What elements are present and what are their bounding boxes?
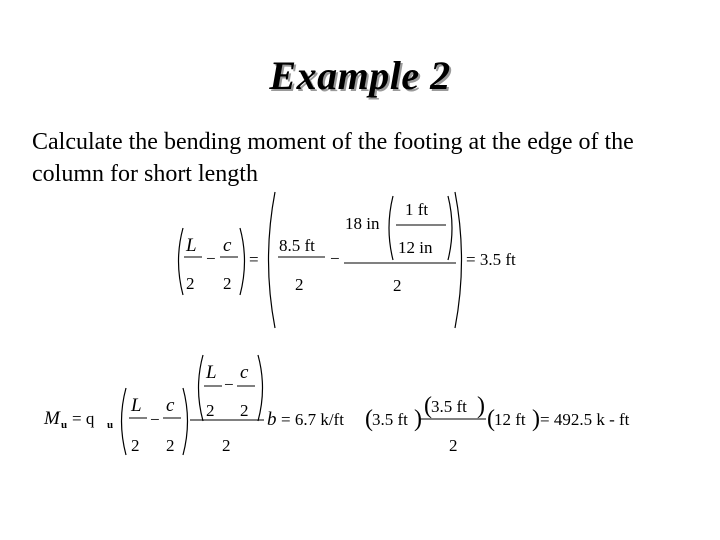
- eq2-35: 3.5 ft: [372, 410, 408, 429]
- eq2-paren4-close: ): [477, 393, 485, 419]
- eq1-c-den: 2: [223, 274, 232, 293]
- eq2-main-den: 2: [222, 436, 231, 455]
- eq2-L: L: [131, 395, 142, 416]
- eq2-35b: 3.5 ft: [431, 397, 467, 416]
- eq2-c2: c: [240, 362, 249, 383]
- eq1-den-18: 2: [393, 276, 402, 295]
- eq1-big-paren-close: [455, 192, 462, 328]
- eq2-paren3-open: (: [365, 406, 373, 432]
- eq2-M: M: [44, 408, 60, 429]
- eq1-1ft: 1 ft: [405, 200, 429, 219]
- eq1-inner-paren-open: [389, 196, 393, 260]
- eq1-12in: 12 in: [398, 238, 433, 257]
- eq1-L-den: 2: [186, 274, 195, 293]
- eq1-18in: 18 in: [345, 214, 380, 233]
- eq1-equals: =: [249, 250, 259, 269]
- eq2-minus-2: −: [224, 375, 234, 394]
- eq2-c2-den: 2: [240, 401, 249, 420]
- problem-statement: Calculate the bending moment of the footing at the edge of the column for short length: [32, 129, 634, 187]
- eq2-minus-1: −: [150, 410, 160, 429]
- eq1-num-8-5: 8.5 ft: [279, 236, 315, 255]
- equation-2: [43, 355, 630, 455]
- eq2-paren1-close: [183, 388, 188, 455]
- eq2-b: b: [267, 409, 277, 430]
- eq2-M-sub: u: [61, 419, 68, 431]
- eq1-left-paren-close: [240, 228, 245, 295]
- eq2-paren3-close: ): [414, 406, 422, 432]
- eq1-c: c: [223, 235, 232, 256]
- eq1-minus-1: −: [206, 249, 216, 268]
- eq2-35-den: 2: [449, 436, 458, 455]
- eq1-L: L: [186, 235, 197, 256]
- eq2-c: c: [166, 395, 175, 416]
- slide-title: Example 2: [269, 53, 451, 98]
- eq1-minus-2: −: [330, 249, 340, 268]
- eq2-eq-q: = q: [72, 409, 95, 428]
- eq1-den-8-5: 2: [295, 275, 304, 294]
- eq2-L-den: 2: [131, 436, 140, 455]
- eq2-c-den: 2: [166, 436, 175, 455]
- eq2-paren2-close: [258, 355, 263, 421]
- equation-1: [179, 192, 516, 328]
- eq2-paren5-open: (: [487, 406, 495, 432]
- eq2-paren2-open: [199, 355, 204, 421]
- eq2-L2: L: [206, 362, 217, 383]
- eq1-result: = 3.5 ft: [466, 250, 516, 269]
- eq2-q-sub: u: [107, 419, 114, 431]
- eq2-12: 12 ft: [494, 410, 526, 429]
- eq2-paren5-close: ): [532, 406, 540, 432]
- eq1-big-paren-open: [269, 192, 276, 328]
- eq2-paren1-open: [122, 388, 127, 455]
- eq2-result: = 492.5 k - ft: [540, 410, 630, 429]
- eq2-L2-den: 2: [206, 401, 215, 420]
- eq2-paren4-open: (: [424, 393, 432, 419]
- eq1-left-paren-open: [179, 228, 184, 295]
- eq2-eq-67: = 6.7 k/ft: [281, 410, 344, 429]
- eq1-inner-paren-close: [448, 196, 452, 260]
